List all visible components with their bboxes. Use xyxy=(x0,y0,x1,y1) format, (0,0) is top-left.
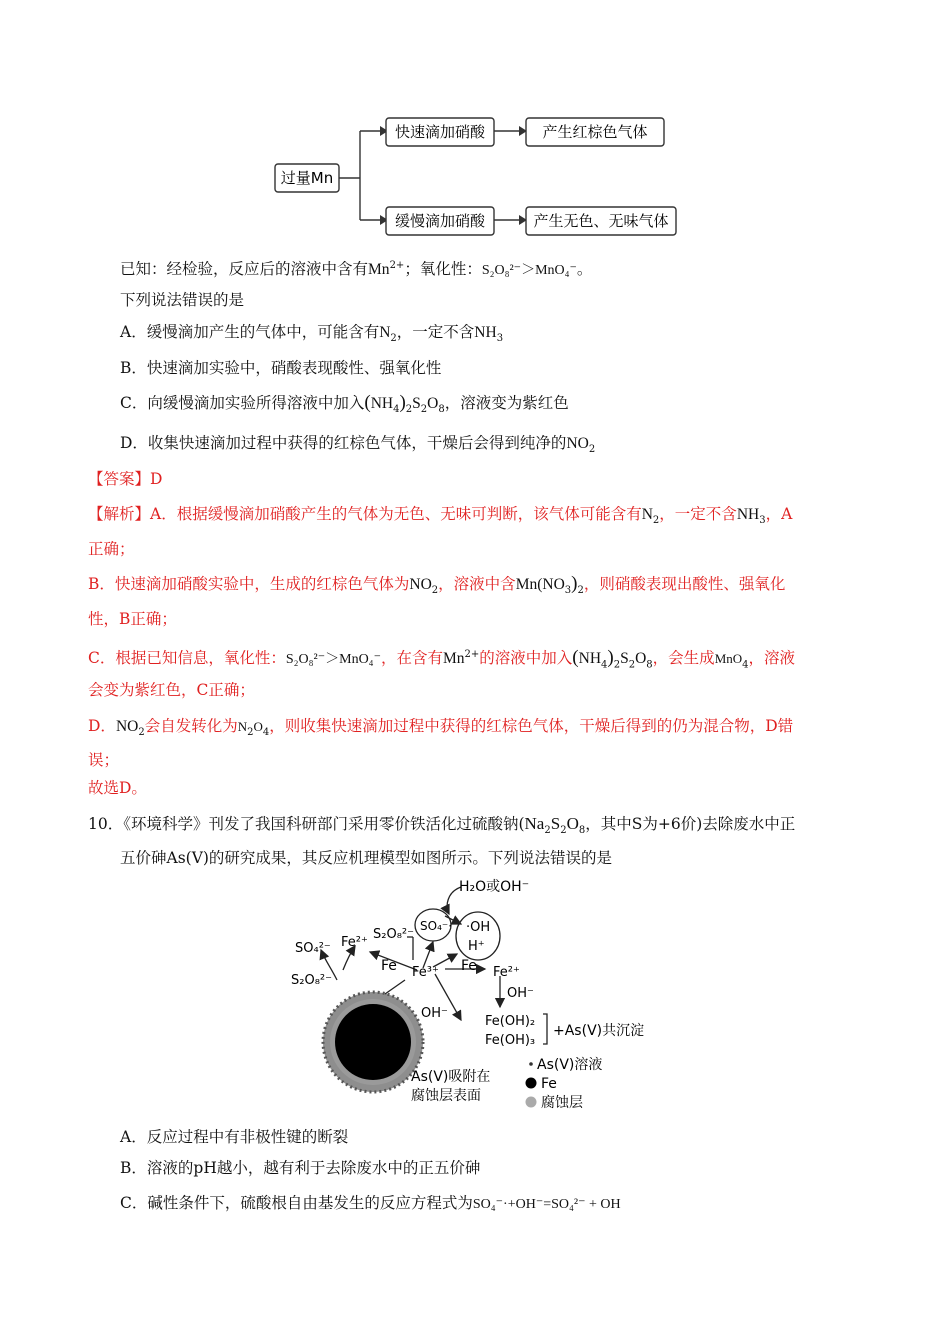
label-fe2-left: Fe²⁺ xyxy=(341,935,368,950)
q9-explanation-c: C．根据已知信息，氧化性：S₂O₈²⁻＞MnO₄⁻，在含有$Mn^{2+}$的溶液中加入$(NH_4)_2S_2O_8$，会生成MnO$_4$，溶液 xyxy=(88,647,796,671)
flow-slow-result-label: 产生无色、无味气体 xyxy=(533,212,669,230)
q10-option-b: B．溶液的pH越小，越有利于去除废水中的正五价砷 xyxy=(120,1159,481,1177)
label-so4-radical: SO₄⁻· xyxy=(420,919,453,933)
legend-corrosion-dot xyxy=(526,1097,537,1108)
legend-fe-label: Fe xyxy=(541,1076,557,1092)
label-feoh3: Fe(OH)₃ xyxy=(485,1033,536,1048)
label-adsorb-2: 腐蚀层表面 xyxy=(411,1088,481,1104)
q9-answer: 【答案】D xyxy=(88,470,163,488)
q10-stem-line1: 10．《环境科学》刊发了我国科研部门采用零价铁活化过硫酸钠($Na_2S_2O_8$，其中S为+6价)去除废水中正 xyxy=(88,814,796,837)
label-coprecipitation: +As(V)共沉淀 xyxy=(553,1023,645,1039)
label-fe2-right: Fe²⁺ xyxy=(493,965,520,980)
iron-core xyxy=(335,1004,411,1080)
label-h2o-oh: H₂O或OH⁻ xyxy=(459,879,530,895)
label-fe-right: Fe xyxy=(461,958,477,974)
label-adsorb-1: As(V)吸附在 xyxy=(411,1069,491,1085)
q9-explanation-b-end: 性，B正确； xyxy=(88,610,177,628)
flow-start-label: 过量Mn xyxy=(280,169,334,187)
q9-explanation-b: B．快速滴加硝酸实验中，生成的红棕色气体为$NO_2$，溶液中含$Mn(NO_3)_2$，则硝酸表现出酸性、强氧化 xyxy=(88,573,786,597)
flow-diagram xyxy=(270,110,690,240)
q9-explanation-d-end: 误； xyxy=(88,751,120,769)
label-so4: SO₄²⁻ xyxy=(295,941,331,956)
q9-option-d: D．收集快速滴加过程中获得的红棕色气体，干燥后会得到纯净的$NO_2$ xyxy=(120,434,596,456)
label-h-plus: H⁺ xyxy=(468,939,485,954)
q10-option-a: A．反应过程中有非极性键的断裂 xyxy=(120,1128,349,1146)
legend-corrosion-label: 腐蚀层 xyxy=(541,1095,583,1111)
label-fe-left: Fe xyxy=(381,958,397,974)
flow-fast-label: 快速滴加硝酸 xyxy=(394,123,486,141)
q9-known: 已知：经检验，反应后的溶液中含有$Mn^{2+}$；氧化性：S₂O₈²⁻＞MnO₄⁻。 xyxy=(120,260,593,279)
mechanism-diagram xyxy=(285,872,685,1117)
legend-as-label: As(V)溶液 xyxy=(537,1057,603,1073)
label-fe3: Fe³⁺ xyxy=(412,965,439,980)
flow-fast-result-label: 产生红棕色气体 xyxy=(542,123,648,141)
q9-explanation-a: 【解析】A．根据缓慢滴加硝酸产生的气体为无色、无味可判断，该气体可能含有$N_2$，一定不含$NH_3$，A xyxy=(88,505,793,527)
flow-slow-label: 缓慢滴加硝酸 xyxy=(394,212,486,230)
label-s2o8-left: S₂O₈²⁻ xyxy=(291,973,332,988)
q9-final: 故选D。 xyxy=(88,779,147,797)
q9-option-b: B．快速滴加实验中，硝酸表现酸性、强氧化性 xyxy=(120,359,442,377)
label-feoh2: Fe(OH)₂ xyxy=(485,1014,536,1029)
label-oh-radical: ·OH xyxy=(466,920,491,935)
legend-fe-dot xyxy=(526,1078,537,1089)
label-s2o8-top: S₂O₈²⁻ xyxy=(373,927,414,942)
legend-as-dot xyxy=(529,1062,533,1066)
q9-explanation-c-end: 会变为紫红色，C正确； xyxy=(88,681,255,699)
q10-option-c: C．碱性条件下，硫酸根自由基发生的反应方程式为SO₄⁻·+OH⁻=SO₄²⁻ + OH xyxy=(120,1194,621,1212)
q10-stem-line2: 五价砷As(V)的研究成果，其反应机理模型如图所示。下列说法错误的是 xyxy=(120,849,612,867)
q9-option-a: A．缓慢滴加产生的气体中，可能含有$N_2$，一定不含$NH_3$ xyxy=(120,323,504,345)
label-oh-minus-right: OH⁻ xyxy=(507,986,534,1001)
q9-explanation-d: D．$NO_2$会自发转化为$N_2O_4$，则收集快速滴加过程中获得的红棕色气体，干燥后得到的仍为混合物，D错 xyxy=(88,717,794,739)
q9-prompt: 下列说法错误的是 xyxy=(120,291,245,309)
q9-explanation-a-end: 正确； xyxy=(88,540,135,558)
label-oh-minus-left: OH⁻ xyxy=(421,1006,448,1021)
q9-option-c: C．向缓慢滴加实验所得溶液中加入$(NH_4)_2S_2O_8$，溶液变为紫红色 xyxy=(120,392,569,416)
